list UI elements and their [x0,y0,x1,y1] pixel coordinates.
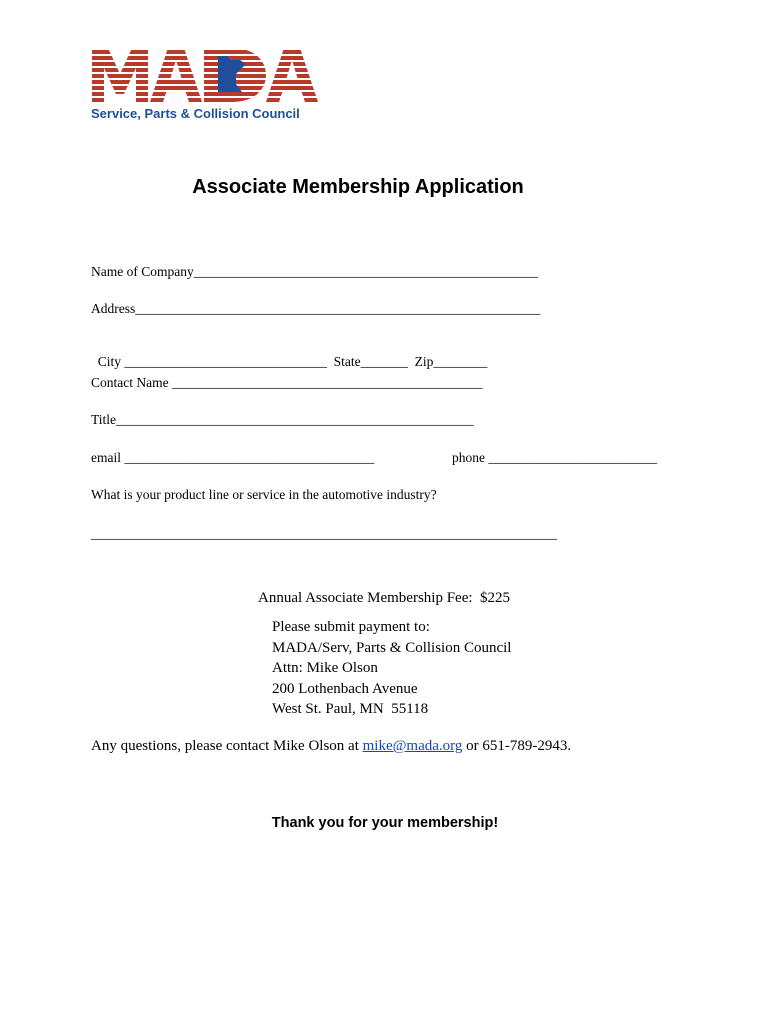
membership-fee: Annual Associate Membership Fee: $225 [258,590,511,606]
thank-you-message: Thank you for your membership! [271,815,499,831]
payment-line-3: 200 Lothenbach Avenue [272,680,418,697]
zip-field[interactable]: Zip________ [414,354,488,369]
product-question: What is your product line or service in the automotive industry? [91,487,437,502]
company-field[interactable]: Name of Company___________________________________________________ [91,264,538,279]
questions-text: Any questions, please contact Mike Olson at [91,738,363,754]
page-title: Associate Membership Application [192,176,524,198]
questions-note [91,738,571,755]
logo-subtitle: Service, Parts & Collision Council [91,106,300,121]
product-answer-line[interactable]: _____________________________________________________________________ [91,526,557,541]
contact-name-field[interactable]: Contact Name ______________________________________________ [91,375,483,390]
title-field[interactable]: Title_____________________________________________________ [91,412,474,427]
email-field[interactable]: email _____________________________________ [91,450,375,465]
payment-line-2: Attn: Mike Olson [272,660,378,676]
mada-logo-graphic [90,44,330,104]
email-link[interactable]: mike@mada.org [362,738,463,754]
payment-line-1: MADA/Serv, Parts & Collision Council [272,639,512,656]
state-field[interactable]: State_______ [333,354,408,369]
payment-heading: Please submit payment to: [272,619,430,635]
address-field[interactable]: Address____________________________________________________________ [91,301,541,316]
city-field[interactable]: City ______________________________ [97,354,327,369]
payment-address [272,617,511,720]
city-state-zip-row [91,338,487,370]
phone-field[interactable]: phone _________________________ [452,450,658,465]
payment-line-4: West St. Paul, MN 55118 [272,701,429,717]
questions-phone: or 651-789-2943. [462,738,572,754]
